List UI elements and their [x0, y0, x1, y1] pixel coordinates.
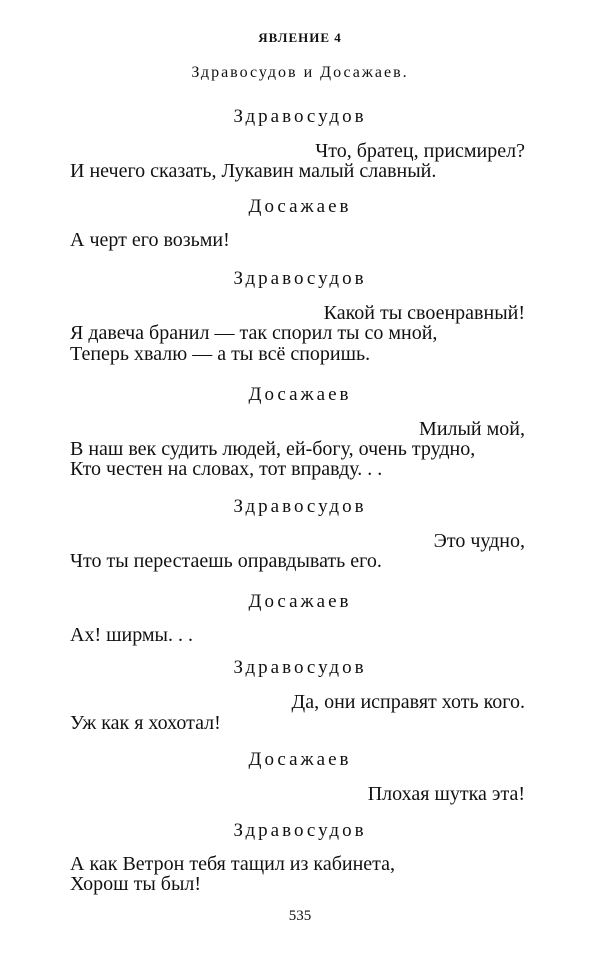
verse-line: Милый мой,: [419, 418, 525, 440]
speaker-name: Здравосудов: [233, 496, 367, 517]
verse-line: Что, братец, присмирел?: [315, 140, 525, 162]
verse-line: Кто честен на словах, тот вправду. . .: [70, 458, 383, 480]
verse-line: Теперь хвалю — а ты всё споришь.: [70, 343, 371, 365]
scene-cast: Здравосудов и Досажаев.: [191, 64, 409, 81]
verse-line: Уж как я хохотал!: [70, 712, 221, 734]
verse-line: Какой ты своенравный!: [323, 302, 525, 324]
verse-line: Ах! ширмы. . .: [70, 624, 193, 646]
speaker-name: Досажаев: [248, 196, 352, 217]
verse-line: А черт его возьми!: [70, 229, 230, 251]
verse-line: Хорош ты был!: [70, 873, 202, 895]
verse-line: Что ты перестаешь оправдывать его.: [70, 550, 382, 572]
verse-line: А как Ветрон тебя тащил из кабинета,: [70, 853, 396, 875]
verse-line: Я давеча бранил — так спорил ты со мной,: [70, 322, 438, 344]
speaker-name: Здравосудов: [233, 268, 367, 289]
page-number: 535: [288, 908, 312, 924]
verse-line: Да, они исправят хоть кого.: [291, 691, 525, 713]
speaker-name: Досажаев: [248, 749, 352, 770]
speaker-name: Здравосудов: [233, 657, 367, 678]
speaker-name: Досажаев: [248, 591, 352, 612]
verse-line: И нечего сказать, Лукавин малый славный.: [70, 160, 437, 182]
speaker-name: Здравосудов: [233, 820, 367, 841]
verse-line: Это чудно,: [433, 530, 525, 552]
scene-heading: ЯВЛЕНИЕ 4: [258, 30, 342, 45]
verse-line: Плохая шутка эта!: [367, 783, 525, 805]
verse-line: В наш век судить людей, ей-богу, очень трудно,: [70, 438, 476, 460]
speaker-name: Досажаев: [248, 384, 352, 405]
speaker-name: Здравосудов: [233, 106, 367, 127]
